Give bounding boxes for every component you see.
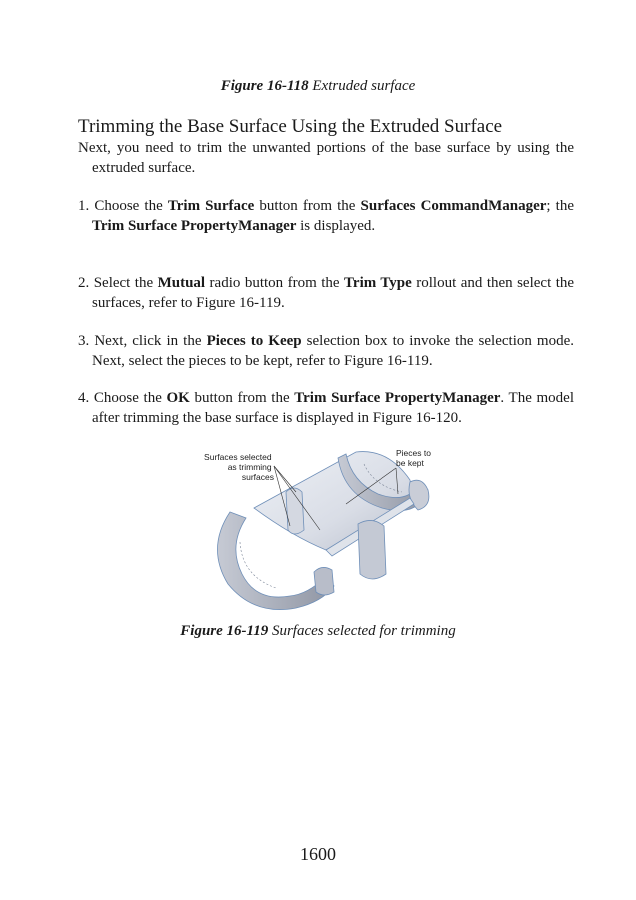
step-4 (78, 389, 574, 428)
figure-caption-text: Surfaces selected for trimming (271, 623, 456, 639)
step-text: ; the (546, 198, 575, 214)
ui-term: Trim Surface (167, 198, 255, 214)
callout-line: be kept (396, 458, 424, 468)
step-text: button from the (254, 198, 361, 214)
step-text: is displayed. (296, 217, 376, 234)
ui-term: OK (166, 390, 190, 406)
callout-pieces-to-keep (396, 448, 433, 468)
figure-16-119-illustration (196, 446, 446, 620)
figure-label: Figure 16-119 (180, 623, 269, 639)
step-text: rollout and then select the surfaces, refer to Figure 16-119. (92, 275, 575, 311)
callout-line: surfaces (241, 472, 274, 482)
ui-term: Mutual (157, 275, 206, 291)
step-text: . The model after trimming the base surface is displayed in Figure 16-120. (92, 390, 574, 426)
callout-trimming-surfaces (204, 452, 274, 482)
callout-line: Pieces to (396, 448, 431, 458)
ui-term: Pieces to Keep (206, 333, 302, 349)
step-text: Choose the (93, 390, 167, 406)
trimmed-surface-model (196, 446, 446, 620)
figure-caption-16-119 (0, 623, 636, 640)
trim-tube-right (358, 520, 386, 579)
step-2 (78, 274, 574, 313)
callout-line: as trimming (227, 462, 272, 472)
figure-label: Figure 16-118 (220, 78, 309, 94)
step-number: 2. (78, 275, 90, 291)
step-3 (78, 332, 574, 371)
ui-term: Trim Surface PropertyManager (294, 390, 501, 406)
step-text: Select the (93, 275, 158, 291)
figure-caption-16-118 (0, 78, 636, 95)
callout-line: Surfaces selected (204, 452, 272, 462)
ui-term: Trim Surface PropertyManager (92, 217, 297, 234)
section-heading: Trimming the Base Surface Using the Extruded Surface (78, 116, 503, 137)
step-text: radio button from the (205, 275, 345, 291)
ui-term: Surfaces CommandManager (360, 198, 547, 214)
step-text: Choose the (94, 198, 168, 214)
page-number: 1600 (300, 844, 336, 864)
intro-paragraph: Next, you need to trim the unwanted portions of the base surface by using the extruded surface. (78, 140, 574, 176)
step-number: 4. (78, 390, 90, 406)
step-number: 1. (78, 198, 90, 214)
step-text: button from the (189, 390, 295, 406)
step-number: 3. (78, 333, 90, 349)
step-1 (78, 197, 574, 236)
lower-stub (314, 567, 334, 595)
step-text: selection box to invoke the selection mode. Next, select the pieces to be kept, refer to Figure 16-119. (92, 333, 574, 369)
ui-term: Trim Type (344, 275, 412, 291)
step-text: Next, click in the (94, 333, 207, 349)
figure-caption-text: Extruded surface (312, 78, 416, 94)
